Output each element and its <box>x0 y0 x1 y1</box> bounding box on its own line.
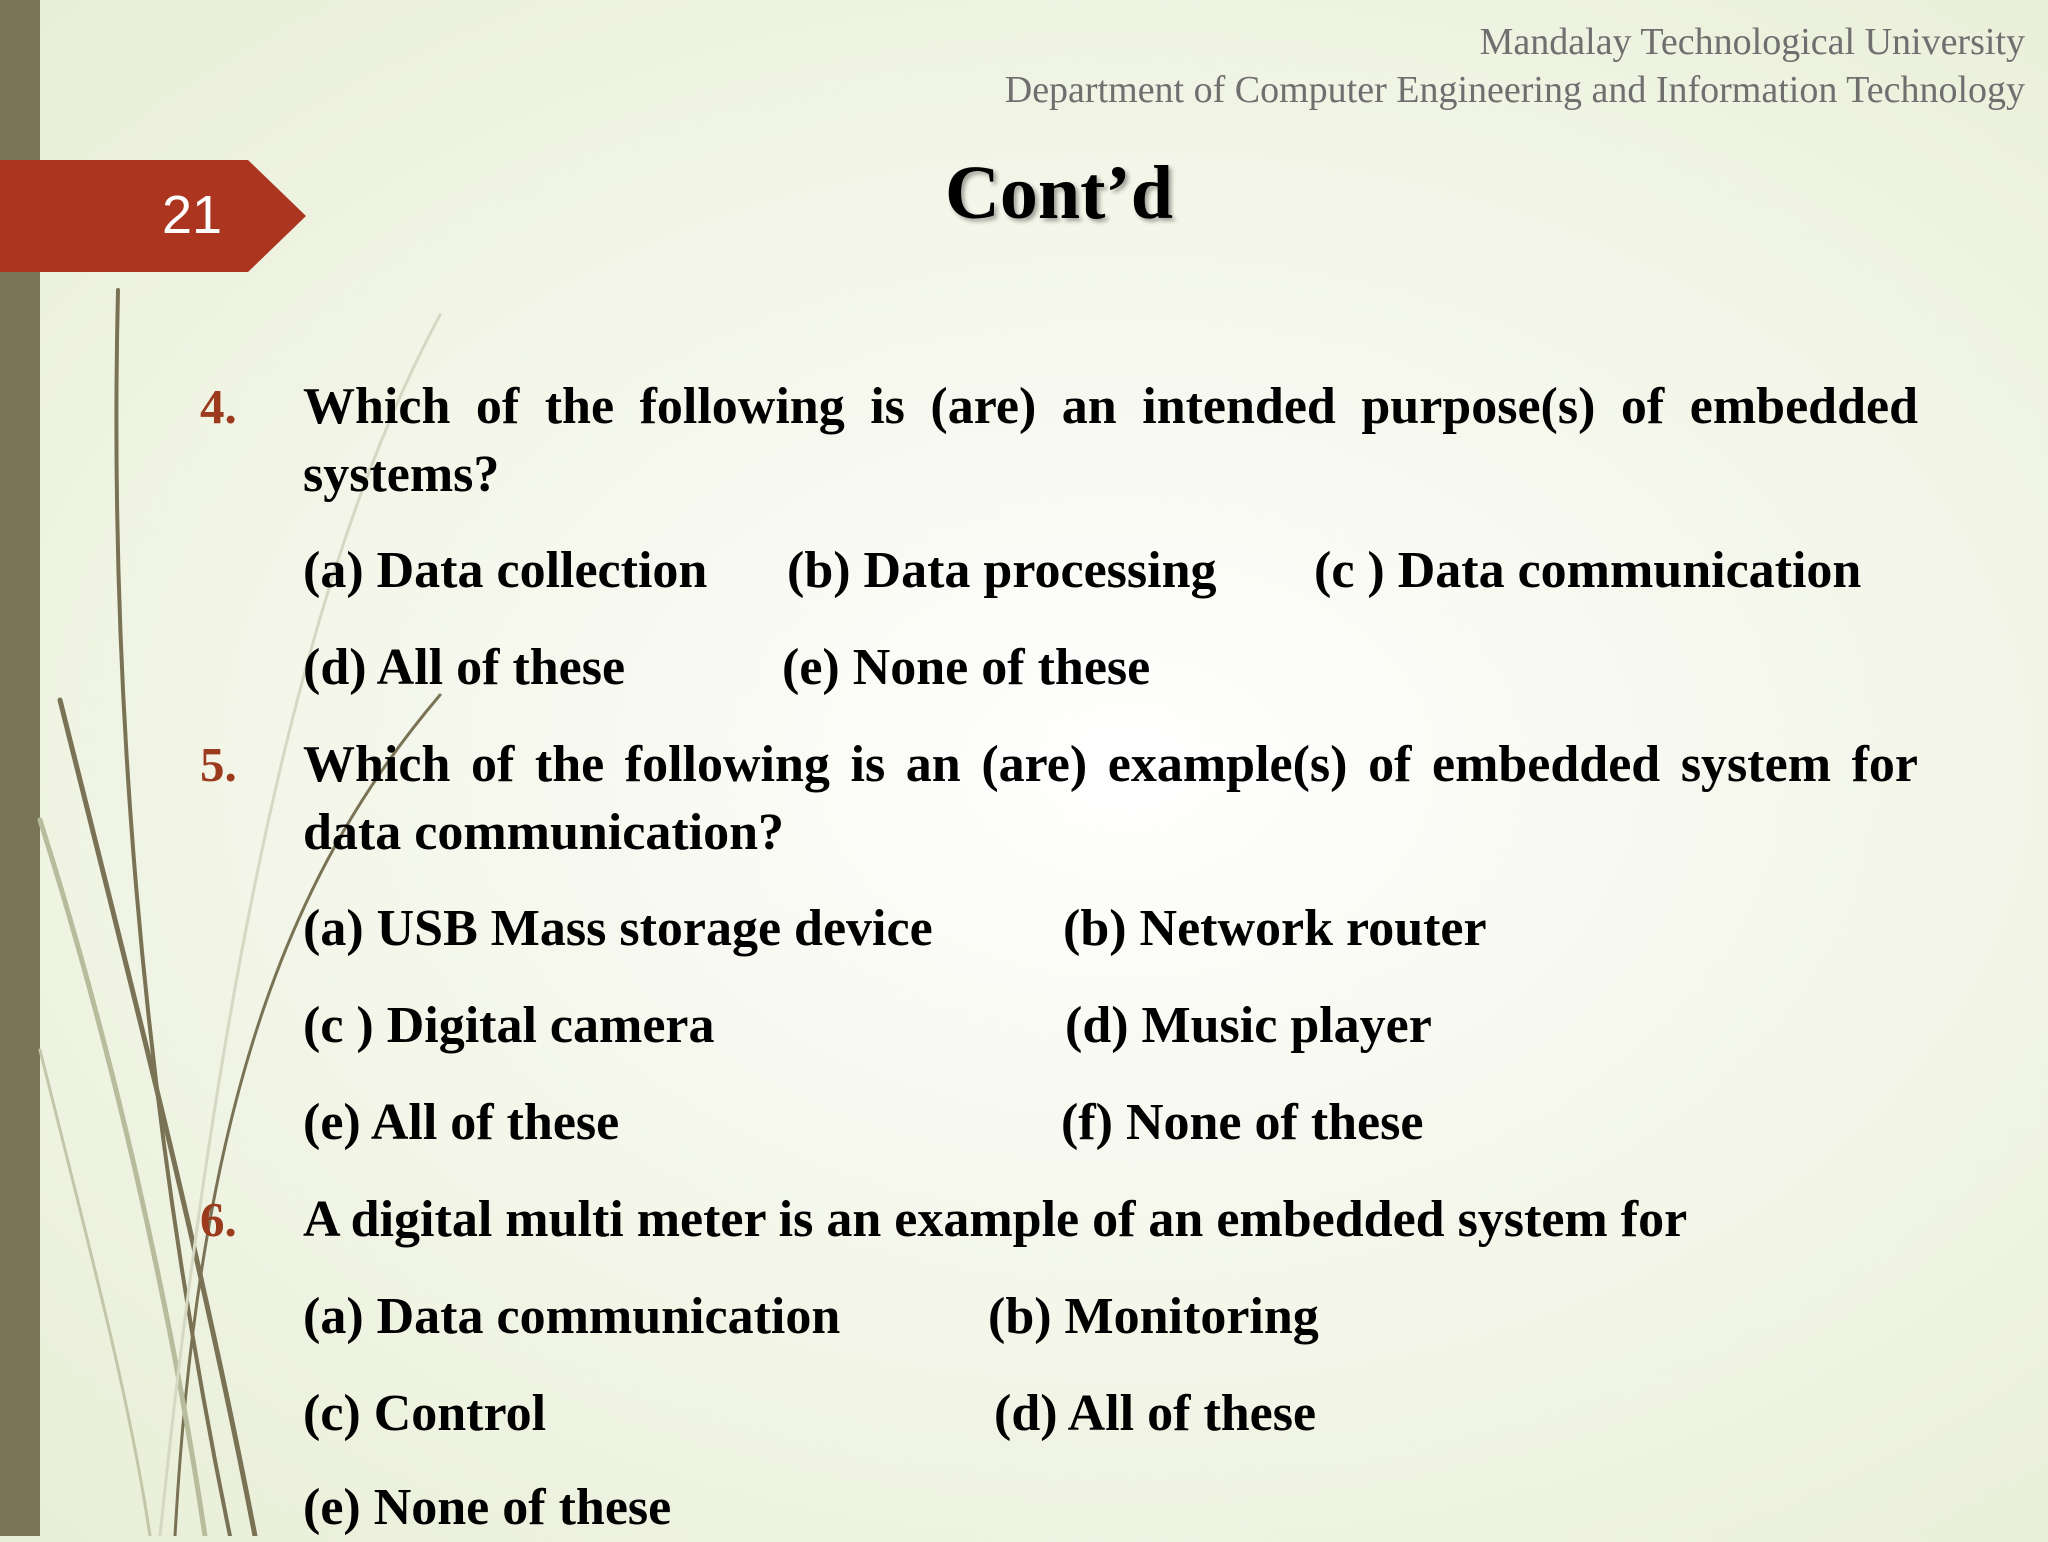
question-5-option-d: (d) Music player <box>1065 997 1432 1054</box>
question-5-option-f: (f) None of these <box>1061 1094 1424 1151</box>
question-6-text: A digital multi meter is an example of an embedded system for <box>303 1191 1688 1248</box>
question-6-option-e: (e) None of these <box>303 1479 672 1536</box>
question-4-number: 4. <box>200 379 237 434</box>
question-4-option-d: (d) All of these <box>303 639 626 696</box>
question-5-option-b: (b) Network router <box>1063 900 1487 957</box>
question-5-option-c: (c ) Digital camera <box>303 997 715 1054</box>
question-5-number: 5. <box>200 737 237 792</box>
slide-title: Cont’d <box>944 151 1174 235</box>
question-4-option-c: (c ) Data communication <box>1314 542 1862 599</box>
question-4-option-a: (a) Data collection <box>303 542 708 599</box>
question-6-number: 6. <box>200 1192 237 1247</box>
question-5-option-a: (a) USB Mass storage device <box>303 900 933 957</box>
question-6-option-a: (a) Data communication <box>303 1288 841 1345</box>
question-6-option-c: (c) Control <box>303 1385 547 1442</box>
question-4-option-b: (b) Data processing <box>787 542 1217 599</box>
header <box>1005 18 2025 114</box>
question-5-option-e: (e) All of these <box>303 1094 620 1151</box>
department-name: Department of Computer Engineering and Information Technology <box>1004 69 2025 111</box>
question-4-option-e: (e) None of these <box>782 639 1151 696</box>
question-6-option-b: (b) Monitoring <box>988 1288 1319 1345</box>
question-5-text: Which of the following is an (are) example(s) of embedded system for data communication? <box>303 736 1918 861</box>
slide-number: 21 <box>162 185 223 245</box>
university-name: Mandalay Technological University <box>1479 21 2025 63</box>
question-4-text: Which of the following is (are) an intended purpose(s) of embedded systems? <box>303 378 1918 503</box>
question-6-option-d: (d) All of these <box>994 1385 1317 1442</box>
